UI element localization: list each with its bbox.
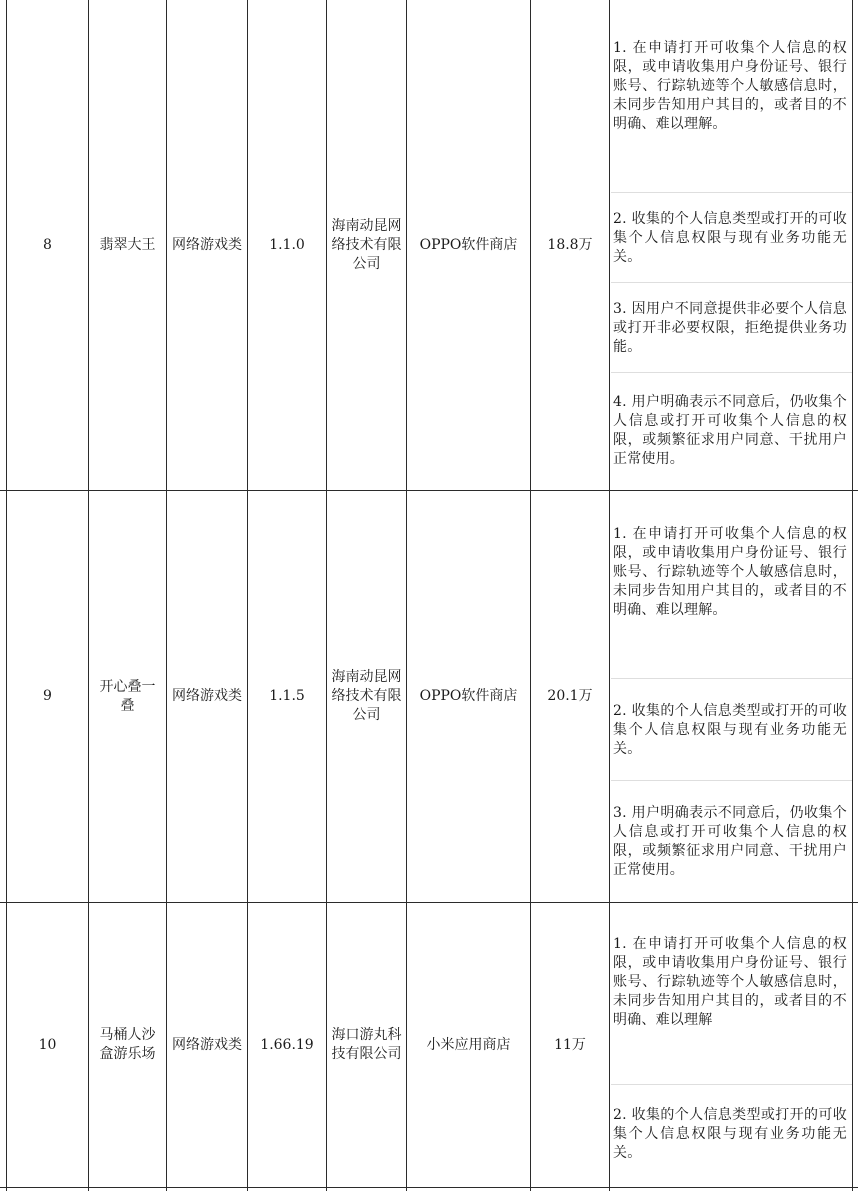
column-divider [609,0,610,1191]
issue-separator [611,372,852,373]
issue-separator [611,780,852,781]
app-category: 网络游戏类 [172,1036,242,1053]
app-store: 小米应用商店 [426,1036,511,1053]
issue-item: 2. 收集的个人信息类型或打开的可收集个人信息权限与现有业务功能无关。 [613,703,847,757]
app-category: 网络游戏类 [172,236,242,253]
row-number: 10 [38,1036,57,1053]
app-category: 网络游戏类 [172,688,242,704]
issue-item: 1. 在申请打开可收集个人信息的权限，或申请收集用户身份证号、银行账号、行踪轨迹等个人敏感信息时，未同步告知用户其目的，或者目的不明确、难以理解。 [613,526,847,618]
download-count: 18.8万 [547,236,593,253]
issue-item: 2. 收集的个人信息类型或打开的可收集个人信息权限与现有业务功能无关。 [613,211,847,265]
download-count: 11万 [554,1036,586,1053]
issue-separator [611,1084,852,1085]
app-name: 翡翠大王 [99,236,156,253]
issue-separator [611,678,852,679]
download-count: 20.1万 [547,688,593,704]
issue-item: 1. 在申请打开可收集个人信息的权限，或申请收集用户身份证号、银行账号、行踪轨迹等个人敏感信息时，未同步告知用户其目的，或者目的不明确、难以理解 [613,936,847,1028]
app-developer: 海南动昆网络技术有限公司 [331,217,402,272]
issue-separator [611,192,852,193]
row-number: 8 [43,236,52,253]
app-version: 1.1.0 [269,236,305,253]
app-store: OPPO软件商店 [419,236,518,253]
row-number: 9 [43,688,52,704]
app-version: 1.66.19 [260,1036,314,1053]
app-developer: 海南动昆网络技术有限公司 [331,669,402,723]
issue-item: 4. 用户明确表示不同意后，仍收集个人信息或打开可收集个人信息的权限，或频繁征求用户同意、干扰用户正常使用。 [613,394,847,467]
app-developer: 海口游丸科技有限公司 [331,1027,402,1062]
table-border-right [852,0,853,1191]
row-divider [0,1187,858,1188]
issue-item: 1. 在申请打开可收集个人信息的权限，或申请收集用户身份证号、银行账号、行踪轨迹等个人敏感信息时，未同步告知用户其目的，或者目的不明确、难以理解。 [613,40,847,132]
app-name: 马桶人沙盒游乐场 [99,1027,156,1062]
issue-item: 3. 用户明确表示不同意后，仍收集个人信息或打开可收集个人信息的权限，或频繁征求用户同意、干扰用户正常使用。 [613,805,847,878]
app-store: OPPO软件商店 [419,688,518,704]
app-version: 1.1.5 [269,688,305,704]
app-name: 开心叠一叠 [99,678,156,714]
issue-separator [611,282,852,283]
issue-item: 2. 收集的个人信息类型或打开的可收集个人信息权限与现有业务功能无关。 [613,1107,847,1161]
issue-item: 3. 因用户不同意提供非必要个人信息或打开非必要权限，拒绝提供业务功能。 [613,301,847,355]
